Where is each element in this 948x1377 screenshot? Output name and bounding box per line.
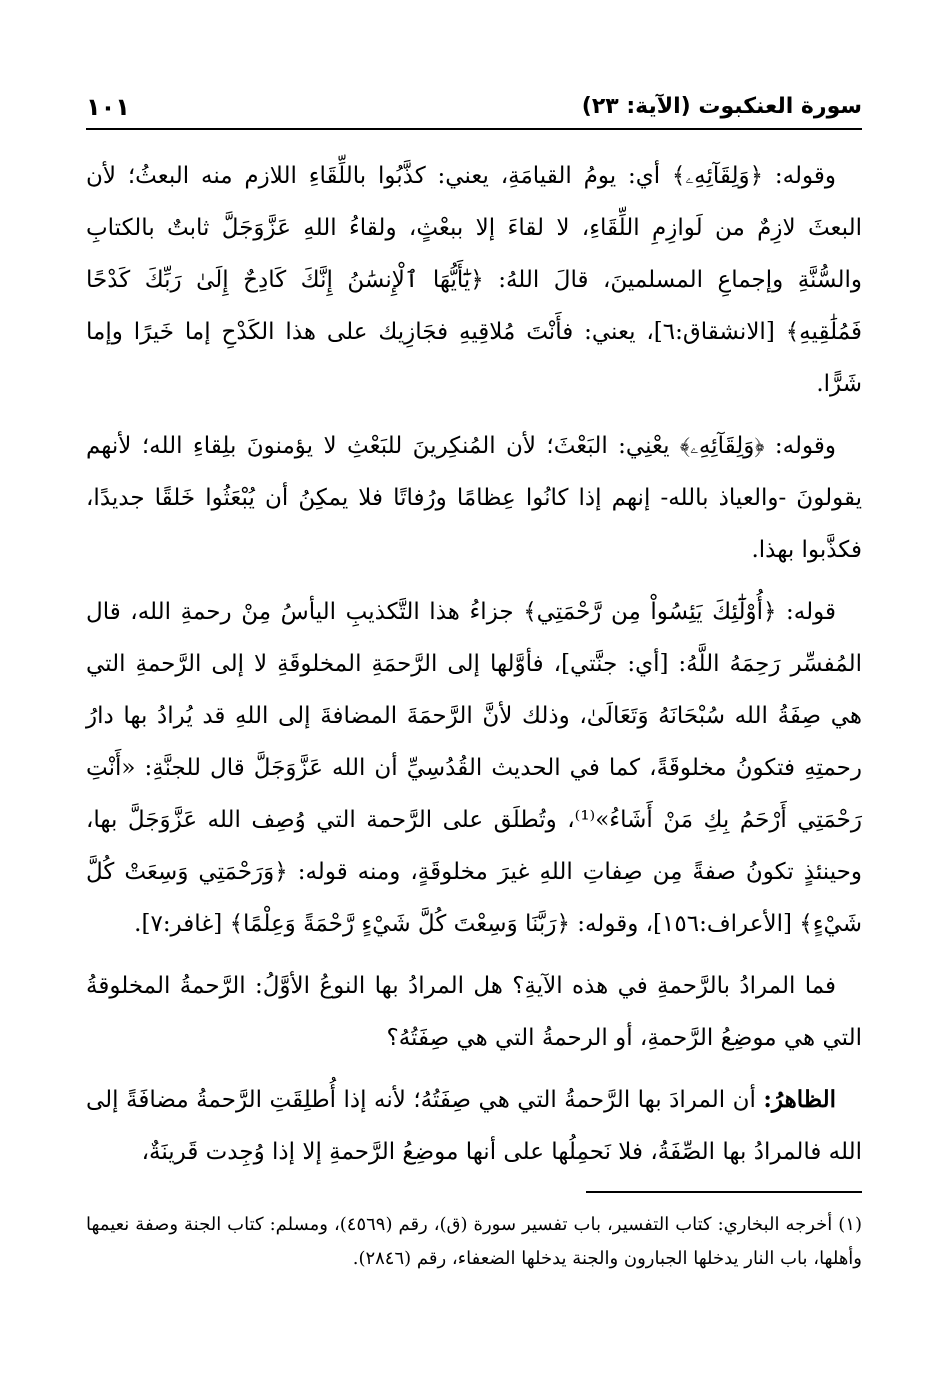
paragraph-3-text: قوله: ﴿أُوْلَٰٓئِكَ يَئِسُواْ مِن رَّحْمَتِي﴾ جزاءُ هذا التَّكذيبِ اليأسُ مِنْ رحمةِ الله، قال المُفسِّر رَحِمَهُ اللَّهُ: [أي: جنَّتي]، فأوَّلها إلى الرَّحمَةِ المخلوقَةِ لا إلى الرَّحمةِ التي هي صِفَةُ الله سُبْحَانَهُ وَتَعَالَىٰ، وذلك لأنَّ الرَّحمَةَ المضافةَ إلى اللهِ قد يُرادُ بها دارُ رحمتِهِ فتكونُ مخلوقَةً، كما في الحديث القُدُسِيِّ أن الله عَزَّوَجَلَّ قال للجنَّةِ: «أَنْتِ رَحْمَتِي أَرْحَمُ بِكِ مَنْ أَشَاءُ»⁽¹⁾، وتُطلَق على الرَّحمة التي وُصِف الله عَزَّوَجَلَّ بها، وحينئذٍ تكونُ صفةً مِن صِفاتِ اللهِ غيرَ مخلوقَةٍ، ومنه قوله: ﴿وَرَحْمَتِي وَسِعَتْ كُلَّ شَيْءٍ﴾ [الأعراف:١٥٦]، وقوله: ﴿رَبَّنَا وَسِعْتَ كُلَّ شَيْءٍ رَّحْمَةً وَعِلْمًا﴾ [غافر:٧]. [86, 599, 862, 937]
paragraph-4-text: فما المرادُ بالرَّحمةِ في هذه الآيةِ؟ هل المرادُ بها النوعُ الأوَّلُ: الرَّحمةُ المخلوقةُ التي هي موضِعُ الرَّحمةِ، أو الرحمةُ التي هي صِفَتُهُ؟ [86, 973, 862, 1051]
paragraph-5-lead: الظاهرُ: [763, 1086, 836, 1113]
paragraph-3 [86, 586, 862, 950]
paragraph-2 [86, 420, 862, 576]
footnote-1: (١) أخرجه البخاري: كتاب التفسير، باب تفسير سورة (ق)، رقم (٤٥٦٩)، ومسلم: كتاب الجنة وصفة نعيمها وأهلها، باب النار يدخلها الجبارون والجنة يدخلها الضعفاء، رقم (٢٨٤٦). [86, 1214, 862, 1269]
header-divider [86, 128, 862, 130]
main-text [86, 150, 862, 1188]
page-header [86, 92, 862, 128]
paragraph-1 [86, 150, 862, 410]
paragraph-1-text: وقوله: ﴿وَلِقَآئِهِۦ﴾ أي: يومُ القيامَةِ، يعني: كذَّبُوا باللِّقَاءِ اللازم منه البعثُ؛ لأن البعثَ لازِمٌ من لَوازِمِ اللِّقَاءِ، لا لقاءَ إلا ببعْثٍ، ولقاءُ اللهِ عَزَّوَجَلَّ ثابتٌ بالكتابِ والسُّنَّةِ وإجماعِ المسلمينَ، قالَ اللهُ: ﴿يَٰٓأَيُّهَا ٱلْإِنسَٰنُ إِنَّكَ كَادِحٌ إِلَىٰ رَبِّكَ كَدْحًا فَمُلَٰقِيهِ﴾ [الانشقاق:٦]، يعني: فأَنْتَ مُلاقِيهِ فجَازِيك على هذا الكَدْحِ إما خَيرًا وإما شَرًّا. [86, 163, 862, 397]
page-number: ١٠١ [86, 93, 130, 121]
paragraph-5-text: أن المرادَ بها الرَّحمةُ التي هي صِفَتُهُ؛ لأنه إذا أُطلِقَتِ الرَّحمةُ مضافَةً إلى الله فالمرادُ بها الصِّفَةُ، فلا نَحمِلُها على أنها موضِعُ الرَّحمةِ إلا إذا وُجِدت قَرينَةٌ، [86, 1087, 862, 1165]
running-title: سورة العنكبوت (الآية: ٢٣) [581, 94, 862, 119]
paragraph-2-text: وقوله: ﴿وَلِقَآئِهِۦ﴾ يعْنِي: البَعْثَ؛ لأن المُنكِرينَ للبَعْثِ لا يؤمنونَ بلِقاءِ الله؛ لأنهم يقولونَ -والعياذ بالله- إنهم إذا كانُوا عِظامًا ورُفاتًا فلا يمكِنُ أن يُبْعَثُوا خَلقًا جديدًا، فكذَّبوا بهذا. [86, 433, 862, 563]
paragraph-5 [86, 1074, 862, 1178]
paragraph-4 [86, 960, 862, 1064]
footnotes [86, 1208, 862, 1276]
footnote-divider [586, 1191, 862, 1193]
